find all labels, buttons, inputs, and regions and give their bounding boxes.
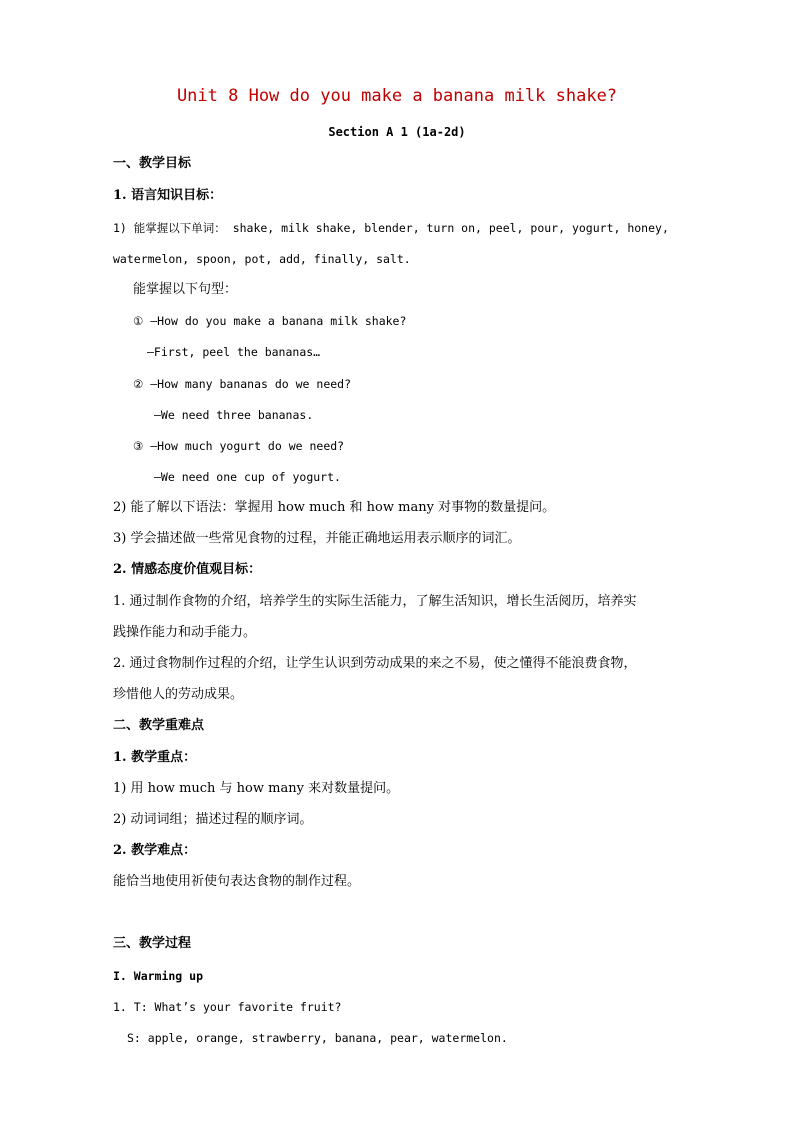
- attitude-item-2-line-1: 2. 通过食物制作过程的介绍，让学生认识到劳动成果的来之不易，使之懂得不能浪费食物，: [113, 656, 637, 671]
- sentence-patterns-label: 能掌握以下句型：: [133, 282, 238, 297]
- subheading-language-knowledge: 1. 语言知识目标：: [113, 188, 223, 203]
- pattern-2-answer: —We need three bananas.: [154, 408, 314, 422]
- warming-up-heading: I. Warming up: [113, 969, 204, 983]
- subheading-attitude-values: 2. 情感态度价值观目标：: [113, 562, 262, 577]
- section-subtitle: Section A 1 (1a-2d): [328, 125, 466, 139]
- attitude-item-2-line-2: 珍惜他人的劳动成果。: [113, 687, 244, 702]
- grammar-objective: 2) 能了解以下语法：掌握用 how much 和 how many 对事物的数量提问。: [113, 500, 556, 515]
- page-title: Unit 8 How do you make a banana milk shake?: [176, 86, 618, 106]
- key-point-2: 2) 动词词组；描述过程的顺序词。: [113, 812, 313, 827]
- pattern-1-question: ① —How do you make a banana milk shake?: [133, 314, 407, 328]
- pattern-3-answer: —We need one cup of yogurt.: [154, 470, 341, 484]
- attitude-item-1-line-2: 践操作能力和动手能力。: [113, 625, 257, 640]
- heading-teaching-process: 三、教学过程: [113, 936, 192, 951]
- pattern-1-answer: —First, peel the bananas…: [147, 345, 321, 359]
- vocab-line-2: watermelon, spoon, pot, add, finally, salt.: [113, 252, 411, 266]
- difficult-point-1: 能恰当地使用祈使句表达食物的制作过程。: [113, 874, 361, 889]
- process-objective: 3) 学会描述做一些常见食物的过程，并能正确地运用表示顺序的词汇。: [113, 531, 521, 546]
- key-point-1: 1) 用 how much 与 how many 来对数量提问。: [113, 781, 400, 796]
- subheading-key-points: 1. 教学重点：: [113, 750, 197, 765]
- pattern-3-question: ③ —How much yogurt do we need?: [133, 439, 345, 453]
- heading-key-difficult-points: 二、教学重难点: [113, 718, 205, 733]
- heading-objectives: 一、教学目标: [113, 156, 192, 171]
- subheading-difficult-points: 2. 教学难点：: [113, 843, 197, 858]
- vocab-line-1: 1) 能掌握以下单词： shake, milk shake, blender, turn on, peel, pour, yogurt, honey,: [113, 221, 669, 235]
- warming-up-question: 1. T: What’s your favorite fruit?: [113, 1000, 342, 1014]
- pattern-2-question: ② —How many bananas do we need?: [133, 377, 352, 391]
- warming-up-answer: S: apple, orange, strawberry, banana, pear, watermelon.: [127, 1031, 508, 1045]
- attitude-item-1-line-1: 1. 通过制作食物的介绍，培养学生的实际生活能力，了解生活知识，增长生活阅历，培养实: [113, 594, 637, 609]
